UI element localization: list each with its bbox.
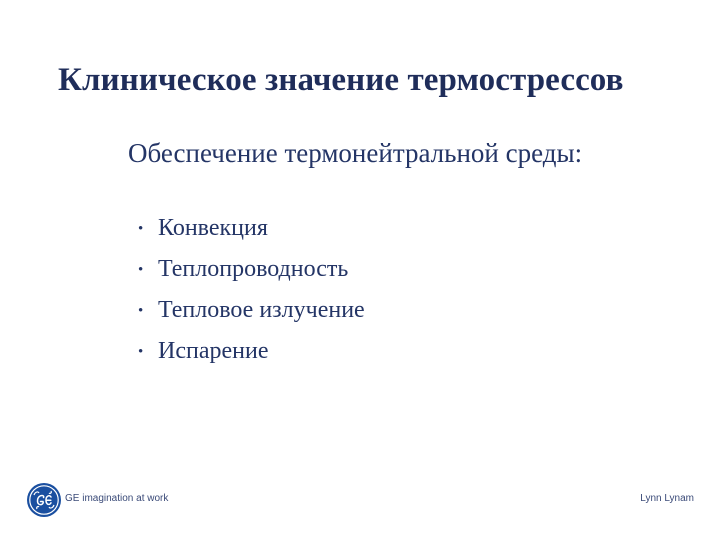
- list-item: [138, 331, 365, 372]
- bullet-label: Тепловое излучение: [158, 297, 365, 323]
- slide-title: Клиническое значение термострессов: [58, 62, 624, 98]
- list-item: [138, 249, 365, 290]
- footer-tagline: GE imagination at work: [65, 493, 169, 504]
- footer-author: Lynn Lynam: [640, 493, 694, 504]
- bullet-icon: •: [138, 221, 144, 237]
- bullet-label: Испарение: [158, 338, 269, 364]
- list-item: [138, 208, 365, 249]
- bullet-icon: •: [138, 303, 144, 319]
- bullet-icon: •: [138, 262, 144, 278]
- bullet-label: Конвекция: [158, 215, 268, 241]
- bullet-list: [138, 208, 365, 372]
- lead-text: Обеспечение термонейтральной среды:: [128, 138, 583, 168]
- list-item: [138, 290, 365, 331]
- bullet-label: Теплопроводность: [158, 256, 349, 282]
- ge-logo-icon: [26, 482, 62, 518]
- bullet-icon: •: [138, 344, 144, 360]
